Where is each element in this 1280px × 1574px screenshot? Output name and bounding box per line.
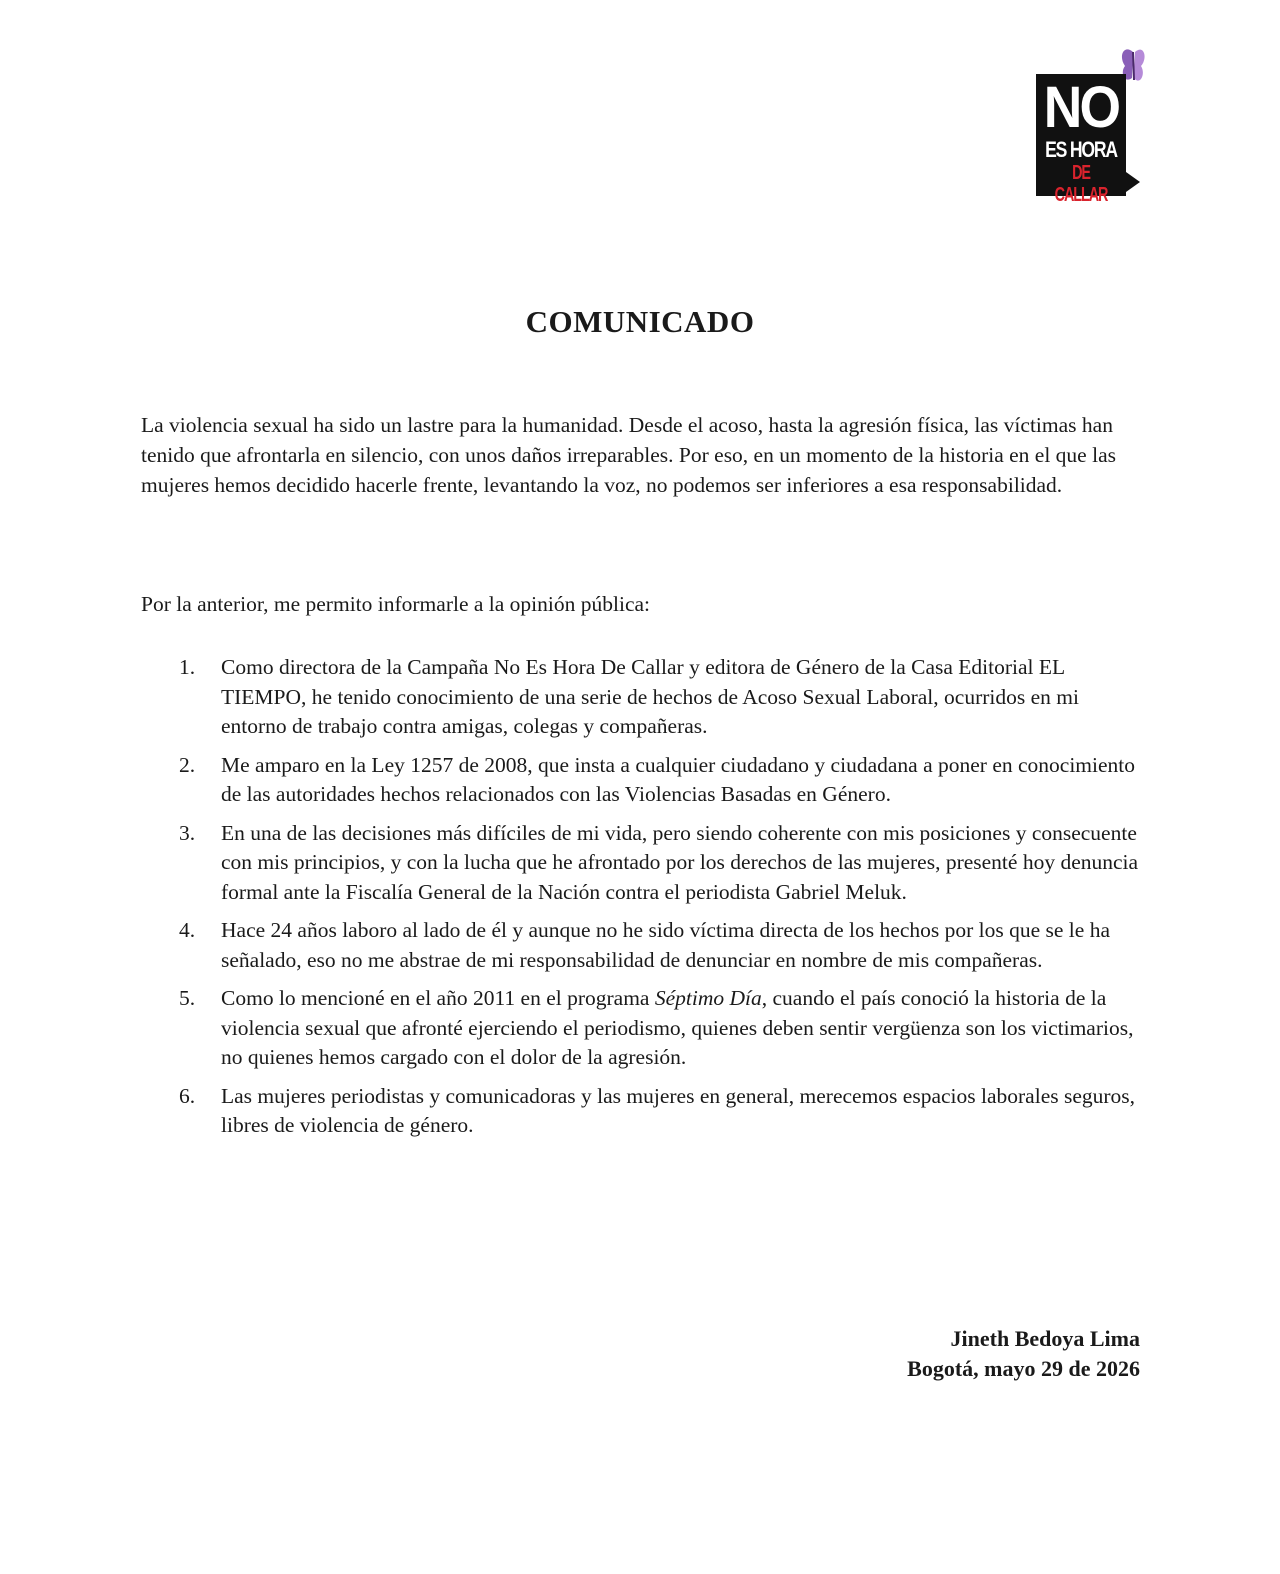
intro-paragraph: La violencia sexual ha sido un lastre para la humanidad. Desde el acoso, hasta la agresión física, las víctimas han tenido que afrontarla en silencio, con unos daños irreparables. Por eso, en un momento de la historia en el que las mujeres hemos decidido hacerle frente, levantando la voz, no podemos ser inferiores a esa responsabilidad. bbox=[141, 413, 1116, 497]
list-item bbox=[141, 1082, 1141, 1141]
signer-name: Jineth Bedoya Lima bbox=[950, 1326, 1140, 1351]
program-name: Séptimo Día bbox=[654, 986, 762, 1010]
lead-paragraph: Por la anterior, me permito informarle a la opinión pública: bbox=[141, 592, 651, 616]
points-list bbox=[141, 653, 1141, 1150]
signature-block bbox=[907, 1324, 1140, 1384]
logo-speech-tail bbox=[1126, 172, 1140, 192]
document-title: COMUNICADO bbox=[525, 304, 755, 339]
list-item bbox=[141, 653, 1141, 742]
list-item-number: 1. bbox=[179, 655, 196, 679]
list-item-text-after: , cuando el país conoció la historia de la violencia sexual que afronté ejerciendo el periodismo, quienes deben sentir vergüenza son los victimarios, no quienes hemos cargado con el dolor de la agresión. bbox=[221, 986, 1134, 1069]
list-item-number: 6. bbox=[179, 1083, 196, 1108]
list-item-number: 4. bbox=[179, 918, 196, 942]
list-item-text: Me amparo en la Ley 1257 de 2008, que insta a cualquier ciudadano y ciudadana a poner en conocimiento de las autoridades hechos relacionados con las Violencias Basadas en Género. bbox=[221, 752, 1136, 806]
logo-box bbox=[1036, 74, 1126, 206]
list-item-text: En una de las decisiones más difíciles de mi vida, pero siendo coherente con mis posiciones y consecuente con mis principios, y con la lucha que he afrontado por los derechos de las mujeres, presenté hoy denuncia formal ante la Fiscalía General de la Nación contra el periodista Gabriel Meluk. bbox=[221, 820, 1139, 904]
logo-no-text: NO bbox=[1043, 75, 1119, 140]
list-item-text: Hace 24 años laboro al lado de él y aunque no he sido víctima directa de los hechos por los que se le ha señalado, eso no me abstrae de mi responsabilidad de denunciar en nombre de mis compañeras. bbox=[221, 918, 1110, 972]
logo-de-callar-text: DE CALLAR bbox=[1054, 162, 1108, 206]
logo-es-hora-text: ES HORA bbox=[1045, 137, 1117, 162]
list-item bbox=[141, 819, 1141, 908]
no-es-hora-de-callar-logo bbox=[1036, 46, 1148, 206]
list-item-text-before: Como lo mencioné en el año 2011 en el programa bbox=[221, 986, 655, 1010]
list-item-number: 3. bbox=[179, 820, 196, 845]
list-item-text: Como directora de la Campaña No Es Hora De Callar y editora de Género de la Casa Editorial EL TIEMPO, he tenido conocimiento de una serie de hechos de Acoso Sexual Laboral, ocurridos en mi entorno de trabajo contra amigas, colegas y compañeras. bbox=[221, 655, 1079, 738]
list-item-number: 5. bbox=[179, 986, 196, 1010]
place-date: Bogotá, mayo 29 de 2026 bbox=[907, 1356, 1140, 1381]
list-item bbox=[141, 984, 1141, 1073]
list-item-text: Las mujeres periodistas y comunicadoras y las mujeres en general, merecemos espacios laborales seguros, libres de violencia de género. bbox=[221, 1083, 1136, 1137]
list-item bbox=[141, 751, 1141, 810]
list-item bbox=[141, 916, 1141, 975]
list-item-number: 2. bbox=[179, 752, 196, 777]
